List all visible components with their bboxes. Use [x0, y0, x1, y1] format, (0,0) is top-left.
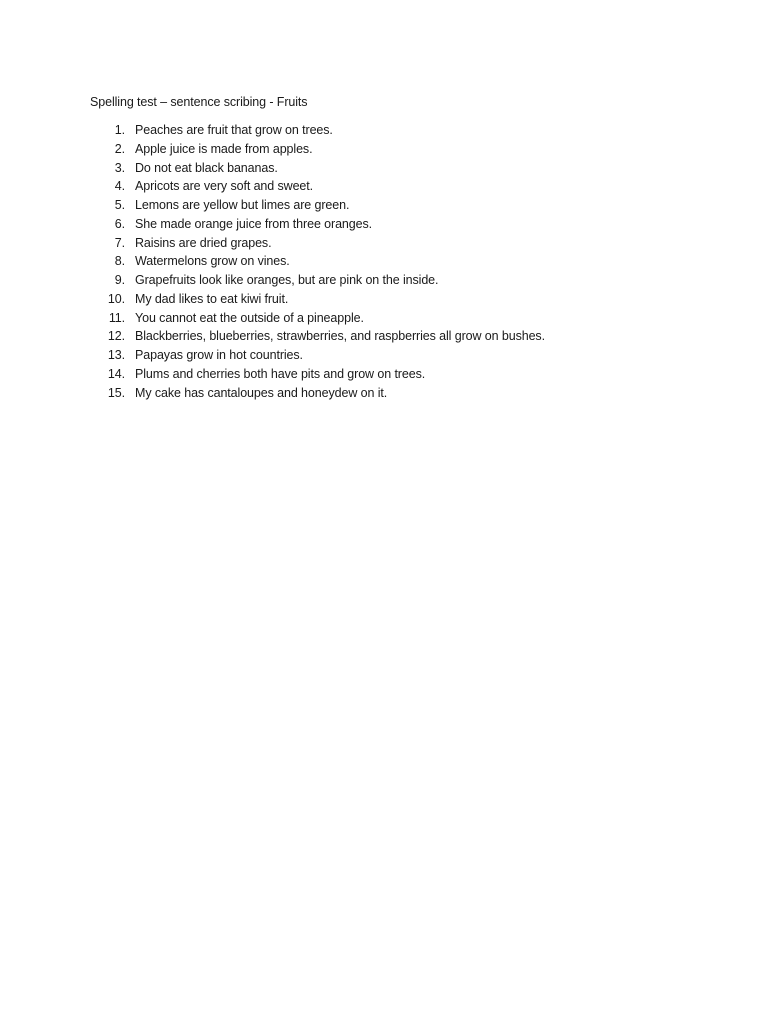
item-text: Peaches are fruit that grow on trees.	[135, 123, 333, 137]
item-number: 10.	[107, 291, 125, 306]
item-text: Raisins are dried grapes.	[135, 235, 272, 250]
document-title: Spelling test – sentence scribing - Fruits	[90, 95, 308, 109]
item-text: Do not eat black bananas.	[135, 160, 278, 175]
item-text: Lemons are yellow but limes are green.	[135, 198, 350, 212]
item-text: She made orange juice from three oranges.	[135, 216, 373, 231]
item-number: 9.	[114, 273, 125, 287]
item-text: Watermelons grow on vines.	[135, 254, 290, 269]
item-text: My dad likes to eat kiwi fruit.	[135, 291, 289, 306]
item-text: Blackberries, blueberries, strawberries, and raspberries all grow on bushes.	[135, 329, 545, 344]
item-number: 5.	[114, 198, 125, 212]
item-text: Apple juice is made from apples.	[135, 141, 313, 156]
item-number: 13.	[107, 348, 125, 362]
item-text: Grapefruits look like oranges, but are pink on the inside.	[135, 273, 439, 287]
item-text: Papayas grow in hot countries.	[135, 348, 303, 362]
item-text: My cake has cantaloupes and honeydew on it.	[135, 385, 388, 400]
item-number: 4.	[114, 179, 125, 194]
item-number: 8.	[114, 254, 125, 269]
item-number: 15.	[107, 385, 125, 400]
item-text: You cannot eat the outside of a pineapple.	[135, 310, 364, 325]
item-number: 14.	[107, 366, 125, 381]
item-number: 12.	[107, 329, 125, 344]
item-number: 7.	[114, 235, 125, 250]
item-number: 3.	[114, 160, 125, 175]
item-text: Plums and cherries both have pits and grow on trees.	[135, 366, 426, 381]
item-number: 1.	[114, 123, 125, 137]
item-text: Apricots are very soft and sweet.	[135, 179, 314, 194]
item-number: 2.	[114, 141, 125, 156]
item-number: 11.	[108, 310, 125, 325]
item-number: 6.	[114, 216, 125, 231]
